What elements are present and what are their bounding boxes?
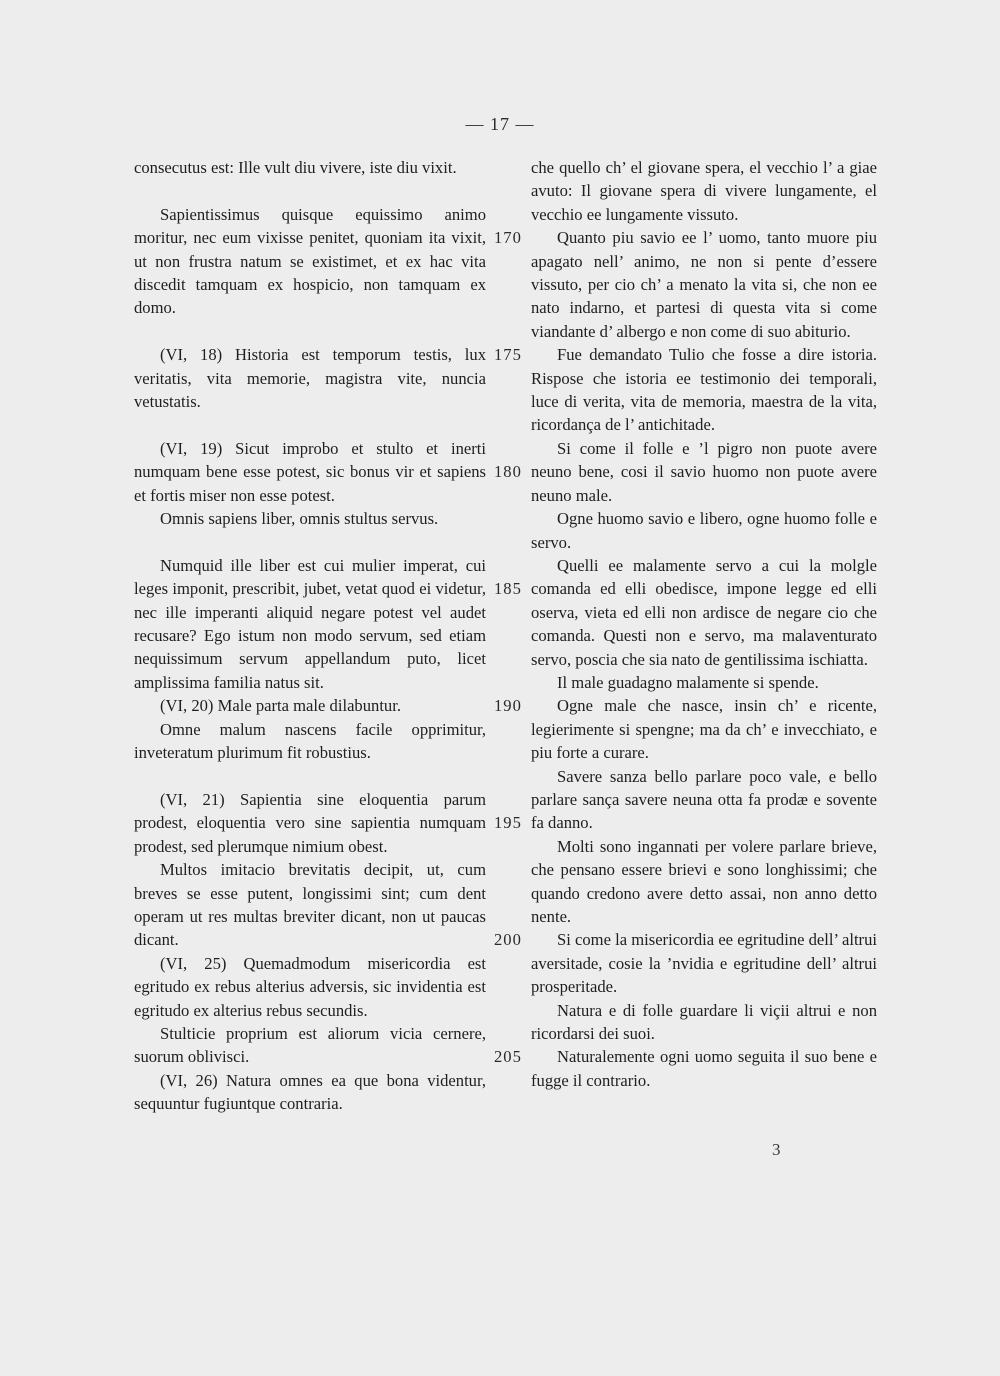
line-number: 195	[494, 813, 522, 833]
latin-paragraph: Stulticie proprium est aliorum vicia cernere, suorum oblivisci.	[134, 1023, 486, 1067]
latin-paragraph: (VI, 20) Male parta male dilabuntur.	[160, 696, 401, 716]
signature-mark: 3	[772, 1140, 781, 1159]
line-number: 185	[494, 579, 522, 599]
italian-column	[531, 156, 877, 1092]
italian-paragraph: Ogne male che nasce, insin ch’ e ricente, legierimente si spengne; ma da ch’ e invecchiato, e piu forte a curare.	[531, 696, 877, 763]
paragraph-gap	[134, 320, 486, 343]
latin-column	[134, 156, 486, 1116]
latin-paragraph: consecutus est: Ille vult diu vivere, iste diu vixit.	[134, 158, 457, 177]
paragraph-gap	[134, 179, 486, 202]
latin-paragraph: Sapientissimus quisque equissimo animo moritur, nec eum vixisse penitet, quoniam ita vixit, ut non frustra natum se existimet, et ex hac vita discedit tamquam ex hospicio, non tamquam ex domo.	[134, 204, 486, 318]
latin-paragraph: (VI, 25) Quemadmodum misericordia est egritudo ex rebus alterius adversis, sic invidentia est egritudo ex alterius rebus secundis.	[134, 953, 486, 1020]
line-number: 200	[494, 930, 522, 950]
paragraph-gap	[134, 530, 486, 553]
italian-paragraph: Si come la misericordia ee egritudine dell’ altrui aversitade, cosie la ’nvidia e egritudine dell’ altrui prosperitade.	[531, 930, 877, 997]
line-number: 170	[494, 228, 522, 248]
paragraph-gap	[134, 413, 486, 436]
line-number: 180	[494, 462, 522, 482]
italian-paragraph: Natura e di folle guardare li viçii altrui e non ricordarsi dei suoi.	[531, 1000, 877, 1044]
latin-paragraph: (VI, 21) Sapientia sine eloquentia parum prodest, eloquentia vero sine sapientia numquam prodest, sed plerumque nimium obest.	[134, 789, 486, 856]
line-number: 190	[494, 696, 522, 716]
italian-paragraph: Savere sanza bello parlare poco vale, e bello parlare sança savere neuna otta fa prodæ e sovente fa danno.	[531, 766, 877, 833]
italian-paragraph: Naturalemente ogni uomo seguita il suo bene e fugge il contrario.	[531, 1047, 877, 1090]
latin-paragraph: Numquid ille liber est cui mulier imperat, cui leges imponit, prescribit, jubet, vetat quod ei videtur, nec ille imperanti aliquid negare potest vel audet recusare? Ego istum non modo servum, sed etiam nequissimum servum appellandum puto, licet amplissima familia natus sit.	[134, 555, 486, 692]
paragraph-gap	[134, 765, 486, 788]
italian-paragraph: Molti sono ingannati per volere parlare brieve, che pensano essere brievi e sono longhissimi; che quando credono avere detto assai, non anno detto nente.	[531, 836, 877, 926]
line-number: 175	[494, 345, 522, 365]
italian-paragraph: Ogne huomo savio e libero, ogne huomo folle e servo.	[531, 509, 877, 552]
italian-paragraph: Si come il folle e ’l pigro non puote avere neuno bene, cosi il savio huomo non puote avere neuno male.	[531, 438, 877, 505]
latin-paragraph: (VI, 26) Natura omnes ea que bona videntur, sequuntur fugiuntque contraria.	[134, 1070, 486, 1114]
italian-paragraph: Quanto piu savio ee l’ uomo, tanto muore piu apagato nell’ animo, ne non si pente d’essere vissuto, per cio ch’ a menato la vita si, che non ee nato indarno, et partesi di questa vita si come viandante d’ albergo e non come di suo abiturio.	[531, 228, 877, 341]
latin-paragraph: (VI, 19) Sicut improbo et stulto et inerti numquam bene esse potest, sic bonus vir et sapiens et fortis miser non esse potest.	[134, 438, 486, 505]
latin-paragraph: (VI, 18) Historia est temporum testis, lux veritatis, vita memorie, magistra vite, nuncia vetustatis.	[134, 345, 486, 412]
line-number: 205	[494, 1047, 522, 1067]
page-number: — 17 —	[465, 114, 535, 134]
latin-paragraph: Multos imitacio brevitatis decipit, ut, cum breves se esse putent, longissimi sint; cum dent operam ut res multas breviter dicant, non ut paucas dicant.	[134, 860, 486, 950]
latin-paragraph: Omnis sapiens liber, omnis stultus servus.	[160, 509, 439, 529]
italian-paragraph: Fue demandato Tulio che fosse a dire istoria. Rispose che istoria ee testimonio dei temporali, luce di verita, vita de memoria, maestra de la vita, ricordança de l’ antichitade.	[531, 345, 877, 435]
italian-paragraph: Quelli ee malamente servo a cui la molgle comanda ed elli obedisce, impone legge ed elli oserva, vieta ed elli non ardisce de negare cio che comanda. Questi non e servo, ma malaventurato servo, poscia che sia nato de gentilissima ischiatta.	[531, 555, 877, 669]
italian-paragraph: che quello ch’ el giovane spera, el vecchio l’ a giae avuto: Il giovane spera di vivere lungamente, el vecchio ee lungamente vissuto.	[531, 158, 877, 224]
italian-paragraph: Il male guadagno malamente si spende.	[557, 672, 819, 692]
latin-paragraph: Omne malum nascens facile opprimitur, inveteratum plurimum fit robustius.	[134, 719, 486, 763]
